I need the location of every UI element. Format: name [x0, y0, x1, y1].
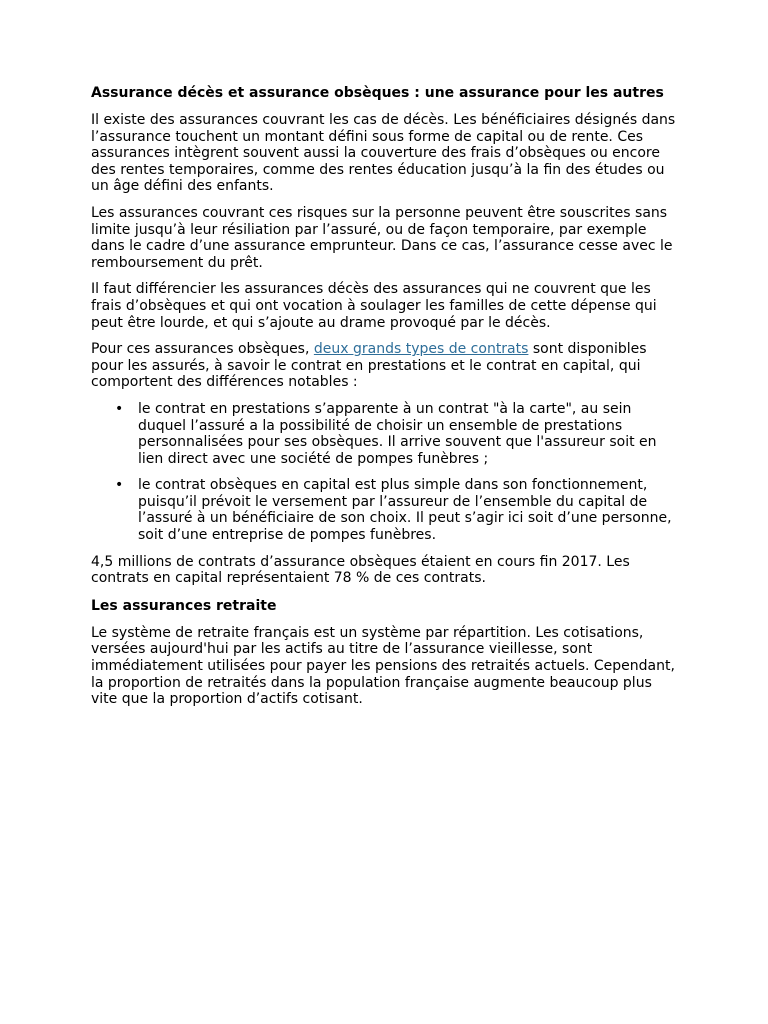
contract-types-link[interactable]: deux grands types de contrats — [313, 341, 529, 358]
contract-types-list — [91, 401, 681, 544]
bullet-icon: • — [115, 477, 124, 494]
section-title-retraite: Les assurances retraite — [91, 597, 277, 614]
list-item-text: le contrat obsèques en capital est plus simple dans son fonctionnement, puisqu’il prévoit le versement par l’assureur de l’ensemble du capital de l’assuré à un bénéficiaire de son choix. Il peut s’agir ici soit d’une personne, soit d’une entreprise de pompes funèbres. — [138, 477, 672, 544]
page-title: Assurance décès et assurance obsèques : une assurance pour les autres — [91, 85, 664, 101]
paragraph-intro: Il existe des assurances couvrant les cas de décès. Les bénéficiaires désignés dans l’assurance touchent un montant défini sous forme de capital ou de rente. Ces assurances intègrent souvent aussi la couverture des frais d’obsèques ou encore des rentes temporaires, comme des rentes éducation jusqu’à la fin des études ou un âge défini des enfants. — [91, 112, 676, 195]
document-page — [91, 84, 681, 718]
list-item — [115, 400, 681, 467]
paragraph-difference: Il faut différencier les assurances décès des assurances qui ne couvrent que les frais d’obsèques et qui ont vocation à soulager les familles de cette dépense qui peut être lourde, et qui s’ajoute au drame provoqué par le décès. — [91, 281, 657, 331]
paragraph-subscription: Les assurances couvrant ces risques sur la personne peuvent être souscrites sans limite jusqu’à leur résiliation par l’assuré, ou de façon temporaire, par exemple dans le cadre d’une assurance emprunteur. Dans ce cas, l’assurance cesse avec le remboursement du prêt. — [91, 204, 673, 271]
bullet-icon: • — [115, 400, 124, 417]
paragraph-contract-types-start: Pour ces assurances obsèques, — [91, 341, 314, 358]
paragraph-retraite: Le système de retraite français est un système par répartition. Les cotisations, versées aujourd'hui par les actifs au titre de l’assurance vieillesse, sont immédiatement utilisées pour payer les pensions des retraités actuels. Cependant, la proportion de retraités dans la population française augmente beaucoup plus vite que la proportion d’actifs cotisant. — [91, 624, 675, 708]
list-item-text: le contrat en prestations s’apparente à un contrat "à la carte", au sein duquel l’assuré a la possibilité de choisir un ensemble de prestations personnalisées pour ses obsèques. Il arrive souvent que l'assureur soit en lien direct avec une société de pompes funèbres ; — [138, 400, 657, 467]
paragraph-contract-types-end: sont disponibles pour les assurés, à savoir le contrat en prestations et le contrat en capital, qui comportent des différences notables : — [91, 341, 647, 391]
paragraph-contract-types — [91, 341, 681, 391]
list-item — [115, 477, 681, 544]
paragraph-statistics: 4,5 millions de contrats d’assurance obsèques étaient en cours fin 2017. Les contrats en capital représentaient 78 % de ces contrats. — [91, 553, 630, 587]
